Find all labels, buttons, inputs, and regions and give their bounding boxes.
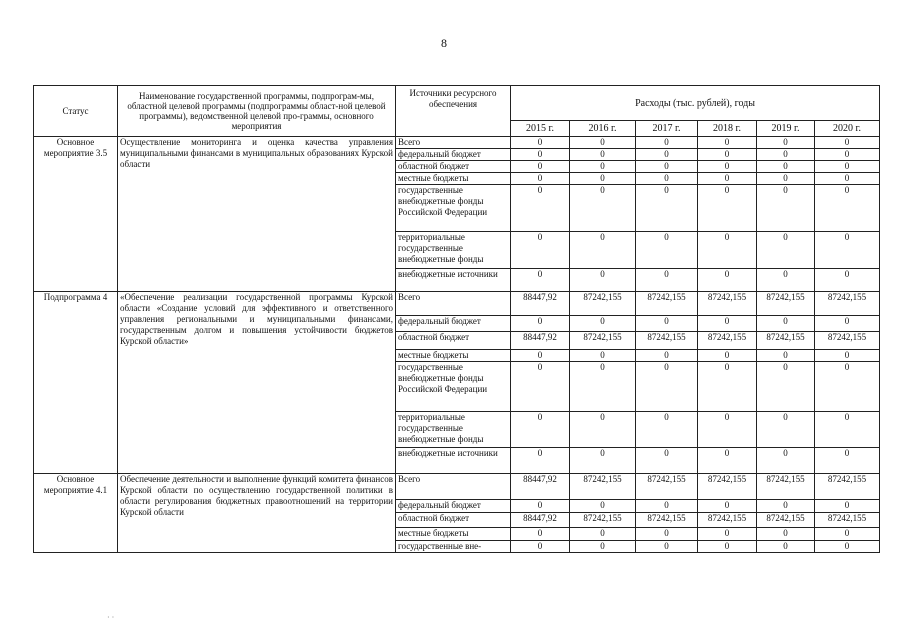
value-cell: 87242,155 <box>636 474 698 500</box>
value-cell: 0 <box>815 541 880 553</box>
value-cell: 0 <box>815 161 880 173</box>
value-cell: 0 <box>570 412 636 448</box>
value-cell: 87242,155 <box>815 474 880 500</box>
value-cell: 0 <box>511 500 570 513</box>
year-header: 2015 г. <box>511 121 570 137</box>
value-cell: 88447,92 <box>511 474 570 500</box>
header-expenses: Расходы (тыс. рублей), годы <box>511 86 880 121</box>
value-cell: 87242,155 <box>570 332 636 350</box>
value-cell: 0 <box>511 137 570 149</box>
source-cell: федеральный бюджет <box>396 500 511 513</box>
value-cell: 0 <box>570 161 636 173</box>
source-cell: территориальные государственные внебюджетные фонды <box>396 232 511 269</box>
source-cell: государственные внебюджетные фонды Российской Федерации <box>396 362 511 412</box>
value-cell: 87242,155 <box>698 292 757 316</box>
value-cell: 87242,155 <box>570 292 636 316</box>
value-cell: 87242,155 <box>636 513 698 528</box>
value-cell: 0 <box>698 232 757 269</box>
value-cell: 0 <box>815 362 880 412</box>
value-cell: 87242,155 <box>698 474 757 500</box>
value-cell: 87242,155 <box>815 292 880 316</box>
value-cell: 0 <box>570 316 636 332</box>
value-cell: 0 <box>511 173 570 185</box>
value-cell: 0 <box>511 269 570 292</box>
value-cell: 0 <box>636 412 698 448</box>
value-cell: 0 <box>698 528 757 541</box>
program-name-cell: Обеспечение деятельности и выполнение функций комитета финансов Курской области по осуществлению государственной политики в области регулирования бюджетных правоотношений на территории Курской области <box>118 474 396 553</box>
value-cell: 0 <box>511 161 570 173</box>
status-cell: Основное мероприятие 3.5 <box>34 137 118 292</box>
value-cell: 0 <box>698 448 757 474</box>
value-cell: 0 <box>757 541 815 553</box>
value-cell: 0 <box>511 412 570 448</box>
value-cell: 0 <box>815 412 880 448</box>
value-cell: 0 <box>698 185 757 232</box>
value-cell: 0 <box>570 350 636 362</box>
value-cell: 0 <box>815 232 880 269</box>
value-cell: 0 <box>698 541 757 553</box>
value-cell: 0 <box>757 269 815 292</box>
value-cell: 0 <box>636 173 698 185</box>
value-cell: 0 <box>511 350 570 362</box>
value-cell: 0 <box>511 448 570 474</box>
value-cell: 0 <box>698 350 757 362</box>
value-cell: 0 <box>815 350 880 362</box>
value-cell: 87242,155 <box>636 292 698 316</box>
source-cell: внебюджетные источники <box>396 269 511 292</box>
value-cell: 0 <box>698 500 757 513</box>
value-cell: 0 <box>636 232 698 269</box>
source-cell: федеральный бюджет <box>396 316 511 332</box>
value-cell: 0 <box>815 149 880 161</box>
value-cell: 0 <box>636 316 698 332</box>
program-name-cell: «Обеспечение реализации государственной программы Курской области «Создание условий для эффективного и ответственного управления региональными и муниципальными финансами, государственным долгом и повышения устойчивости бюджетов Курской области» <box>118 292 396 474</box>
budget-table <box>33 85 880 553</box>
value-cell: 0 <box>698 173 757 185</box>
value-cell: 0 <box>757 316 815 332</box>
table-row <box>34 137 880 149</box>
value-cell: 0 <box>570 185 636 232</box>
status-cell: Подпрограмма 4 <box>34 292 118 474</box>
value-cell: 0 <box>570 528 636 541</box>
value-cell: 0 <box>698 269 757 292</box>
value-cell: 0 <box>511 541 570 553</box>
value-cell: 87242,155 <box>815 332 880 350</box>
value-cell: 87242,155 <box>757 332 815 350</box>
value-cell: 0 <box>636 448 698 474</box>
table-row <box>34 292 880 316</box>
value-cell: 0 <box>815 448 880 474</box>
value-cell: 0 <box>570 269 636 292</box>
source-cell: местные бюджеты <box>396 528 511 541</box>
year-header: 2019 г. <box>757 121 815 137</box>
value-cell: 88447,92 <box>511 513 570 528</box>
year-header: 2018 г. <box>698 121 757 137</box>
value-cell: 0 <box>757 412 815 448</box>
value-cell: 87242,155 <box>698 332 757 350</box>
value-cell: 0 <box>511 316 570 332</box>
value-cell: 0 <box>815 137 880 149</box>
value-cell: 0 <box>815 269 880 292</box>
value-cell: 88447,92 <box>511 292 570 316</box>
value-cell: 0 <box>570 232 636 269</box>
value-cell: 0 <box>698 137 757 149</box>
table-body <box>34 137 880 553</box>
source-cell: областной бюджет <box>396 161 511 173</box>
value-cell: 0 <box>570 137 636 149</box>
value-cell: 0 <box>636 149 698 161</box>
value-cell: 0 <box>570 541 636 553</box>
value-cell: 0 <box>636 269 698 292</box>
value-cell: 0 <box>757 232 815 269</box>
value-cell: 0 <box>815 173 880 185</box>
value-cell: 87242,155 <box>570 474 636 500</box>
value-cell: 0 <box>815 316 880 332</box>
value-cell: 0 <box>815 500 880 513</box>
value-cell: 0 <box>636 185 698 232</box>
value-cell: 87242,155 <box>757 513 815 528</box>
source-cell: областной бюджет <box>396 513 511 528</box>
value-cell: 0 <box>511 185 570 232</box>
source-cell: государственные внебюджетные фонды Российской Федерации <box>396 185 511 232</box>
status-cell: Основное мероприятие 4.1 <box>34 474 118 553</box>
page-number: 8 <box>441 36 447 50</box>
value-cell: 0 <box>815 528 880 541</box>
value-cell: 0 <box>511 232 570 269</box>
value-cell: 87242,155 <box>698 513 757 528</box>
table-row <box>34 474 880 500</box>
year-header: 2016 г. <box>570 121 636 137</box>
value-cell: 0 <box>698 362 757 412</box>
header-status: Статус <box>34 86 118 137</box>
scan-mark: · · <box>107 613 115 622</box>
header-name: Наименование государственной программы, подпрограм-мы, областной целевой программы (подпрограммы област-ной целевой программы), ведомственной целевой про-граммы, основного мероприятия <box>118 86 396 137</box>
value-cell: 87242,155 <box>757 474 815 500</box>
source-cell: территориальные государственные внебюджетные фонды <box>396 412 511 448</box>
source-cell: Всего <box>396 474 511 500</box>
value-cell: 87242,155 <box>815 513 880 528</box>
source-cell: внебюджетные источники <box>396 448 511 474</box>
value-cell: 0 <box>636 528 698 541</box>
value-cell: 0 <box>511 528 570 541</box>
value-cell: 0 <box>570 173 636 185</box>
source-cell: государственные вне- <box>396 541 511 553</box>
value-cell: 0 <box>570 500 636 513</box>
source-cell: Всего <box>396 137 511 149</box>
value-cell: 0 <box>636 137 698 149</box>
value-cell: 0 <box>570 149 636 161</box>
value-cell: 0 <box>636 500 698 513</box>
value-cell: 0 <box>698 161 757 173</box>
value-cell: 0 <box>757 500 815 513</box>
source-cell: местные бюджеты <box>396 350 511 362</box>
source-cell: областной бюджет <box>396 332 511 350</box>
value-cell: 0 <box>757 173 815 185</box>
value-cell: 0 <box>757 149 815 161</box>
value-cell: 0 <box>815 185 880 232</box>
value-cell: 88447,92 <box>511 332 570 350</box>
value-cell: 0 <box>757 161 815 173</box>
value-cell: 0 <box>698 149 757 161</box>
year-header: 2020 г. <box>815 121 880 137</box>
value-cell: 0 <box>570 362 636 412</box>
year-header: 2017 г. <box>636 121 698 137</box>
value-cell: 0 <box>698 316 757 332</box>
value-cell: 0 <box>757 528 815 541</box>
value-cell: 0 <box>636 362 698 412</box>
value-cell: 0 <box>636 350 698 362</box>
value-cell: 87242,155 <box>570 513 636 528</box>
value-cell: 0 <box>757 185 815 232</box>
value-cell: 0 <box>757 448 815 474</box>
value-cell: 0 <box>636 161 698 173</box>
value-cell: 0 <box>511 362 570 412</box>
program-name-cell: Осуществление мониторинга и оценка качества управления муниципальными финансами в муниципальных образованиях Курской области <box>118 137 396 292</box>
source-cell: местные бюджеты <box>396 173 511 185</box>
value-cell: 87242,155 <box>757 292 815 316</box>
value-cell: 0 <box>511 149 570 161</box>
value-cell: 0 <box>570 448 636 474</box>
source-cell: Всего <box>396 292 511 316</box>
value-cell: 87242,155 <box>636 332 698 350</box>
value-cell: 0 <box>698 412 757 448</box>
value-cell: 0 <box>757 137 815 149</box>
value-cell: 0 <box>757 362 815 412</box>
source-cell: федеральный бюджет <box>396 149 511 161</box>
value-cell: 0 <box>636 541 698 553</box>
value-cell: 0 <box>757 350 815 362</box>
header-sources: Источники ресурсного обеспечения <box>396 86 511 137</box>
